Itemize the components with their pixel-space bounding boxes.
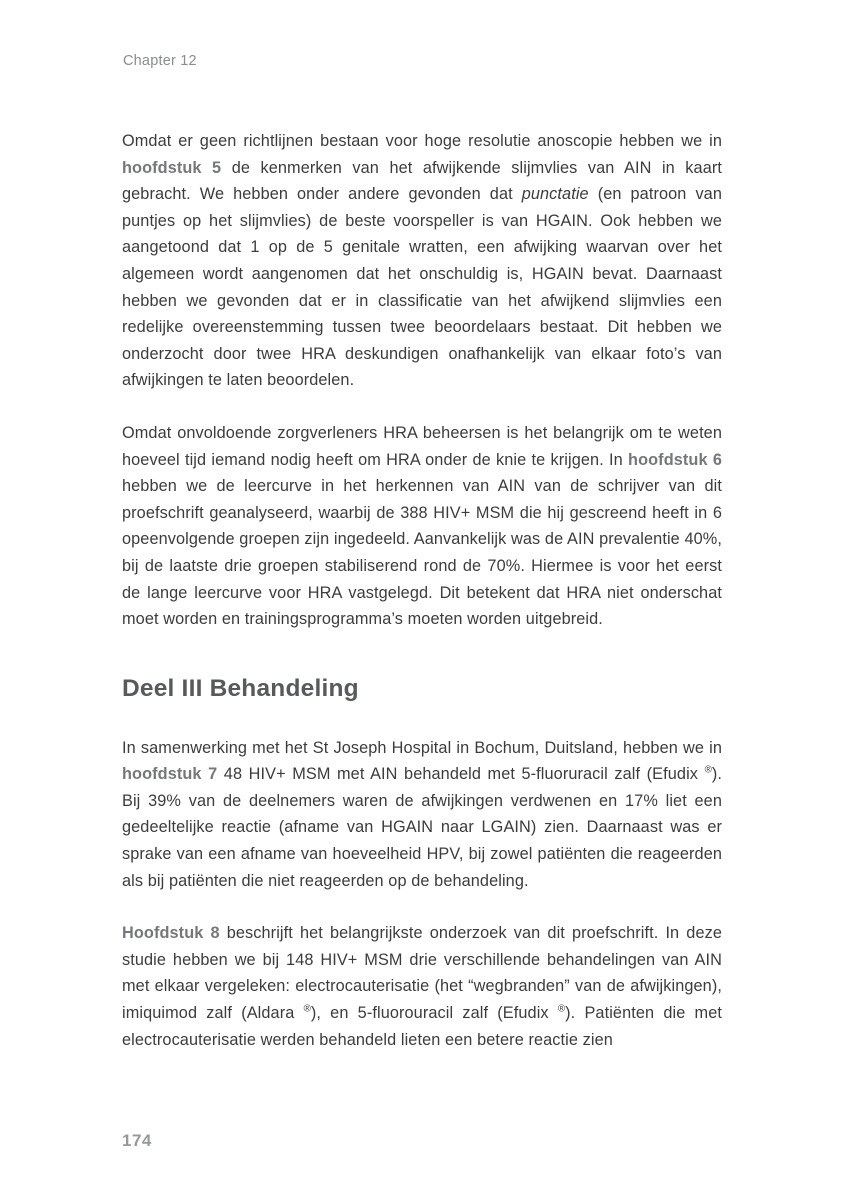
paragraph-hoofdstuk-5: [122, 128, 722, 394]
running-header: Chapter 12: [123, 53, 197, 69]
text-segment: de kenmerken van het afwijkende slijmvlies van AIN in kaart gebracht. We hebben onder andere gevonden dat: [122, 158, 722, 204]
chapter-5-reference: hoofdstuk 5: [122, 158, 222, 177]
text-segment: In samenwerking met het St Joseph Hospital in Bochum, Duitsland, hebben we in: [122, 738, 722, 757]
text-segment: ). Bij 39% van de deelnemers waren de afwijkingen verdwenen en 17% liet een gedeeltelijke reactie (afname van HGAIN naar LGAIN) zien. Daarnaast was er sprake van een afname van hoeveelheid HPV, bij zowel patiënten die reageerden als bij patiënten die niet reageerden op de behandeling.: [122, 765, 723, 890]
chapter-7-reference: hoofdstuk 7: [122, 765, 218, 784]
chapter-8-reference: Hoofdstuk 8: [122, 924, 220, 943]
page-content: [122, 128, 722, 1079]
paragraph-hoofdstuk-8: [122, 920, 722, 1053]
chapter-6-reference: hoofdstuk 6: [628, 450, 723, 469]
paragraph-hoofdstuk-6: [122, 420, 722, 633]
text-segment: hebben we de leercurve in het herkennen van AIN van de schrijver van dit proefschrift geanalyseerd, waarbij de 388 HIV+ MSM die hij gescreend heeft in 6 opeenvolgende groepen zijn ingedeeld. Aanvankelijk was de AIN prevalentie 40%, bij de laatste drie groepen stabiliserend rond de 70%. Hiermee is voor het eerst de lange leercurve voor HRA vastgelegd. Dit betekent dat HRA niet onderschat moet worden en trainingsprogramma’s moeten worden uitgebreid.: [122, 477, 722, 629]
page-number: 174: [122, 1131, 152, 1150]
paragraph-hoofdstuk-7: [122, 735, 722, 895]
text-segment: ), en 5-fluorouracil zalf (Efudix: [310, 1004, 558, 1023]
text-segment: 48 HIV+ MSM met AIN behandeld met 5-fluoruracil zalf (Efudix: [217, 765, 705, 784]
registered-trademark-symbol: ®: [303, 1003, 311, 1015]
registered-trademark-symbol: ®: [704, 764, 712, 776]
text-segment: Omdat onvoldoende zorgverleners HRA beheersen is het belangrijk om te weten hoeveel tijd iemand nodig heeft om HRA onder de knie te krijgen. In: [122, 423, 722, 469]
registered-trademark-symbol: ®: [557, 1003, 566, 1015]
text-segment: (en patroon van puntjes op het slijmvlies) de beste voorspeller is van HGAIN. Ook hebben we aangetoond dat 1 op de 5 genitale wratten, een afwijking waarvan over het algemeen wordt aangenomen dat het onschuldig is, HGAIN bevat. Daarnaast hebben we gevonden dat er in classificatie van het afwijkend slijmvlies een redelijke overeenstemming tussen twee beoordelaars bestaat. Dit hebben we onderzocht door twee HRA deskundigen onafhankelijk van elkaar foto’s van afwijkingen te laten beoordelen.: [122, 185, 722, 390]
italic-term: punctatie: [521, 185, 589, 204]
section-heading-deel-iii: Deel III Behandeling: [122, 674, 359, 702]
text-segment: ). Patiënten die met electrocauterisatie werden behandeld lieten een betere reactie zien: [122, 1004, 722, 1049]
text-segment: beschrijft het belangrijkste onderzoek van dit proefschrift. In deze studie hebben we bij 148 HIV+ MSM drie verschillende behandelingen van AIN met elkaar vergeleken: electrocauterisatie (het “wegbranden” van de afwijkingen), imiquimod zalf (Aldara: [122, 924, 723, 1023]
text-segment: Omdat er geen richtlijnen bestaan voor hoge resolutie anoscopie hebben we in: [122, 132, 722, 150]
